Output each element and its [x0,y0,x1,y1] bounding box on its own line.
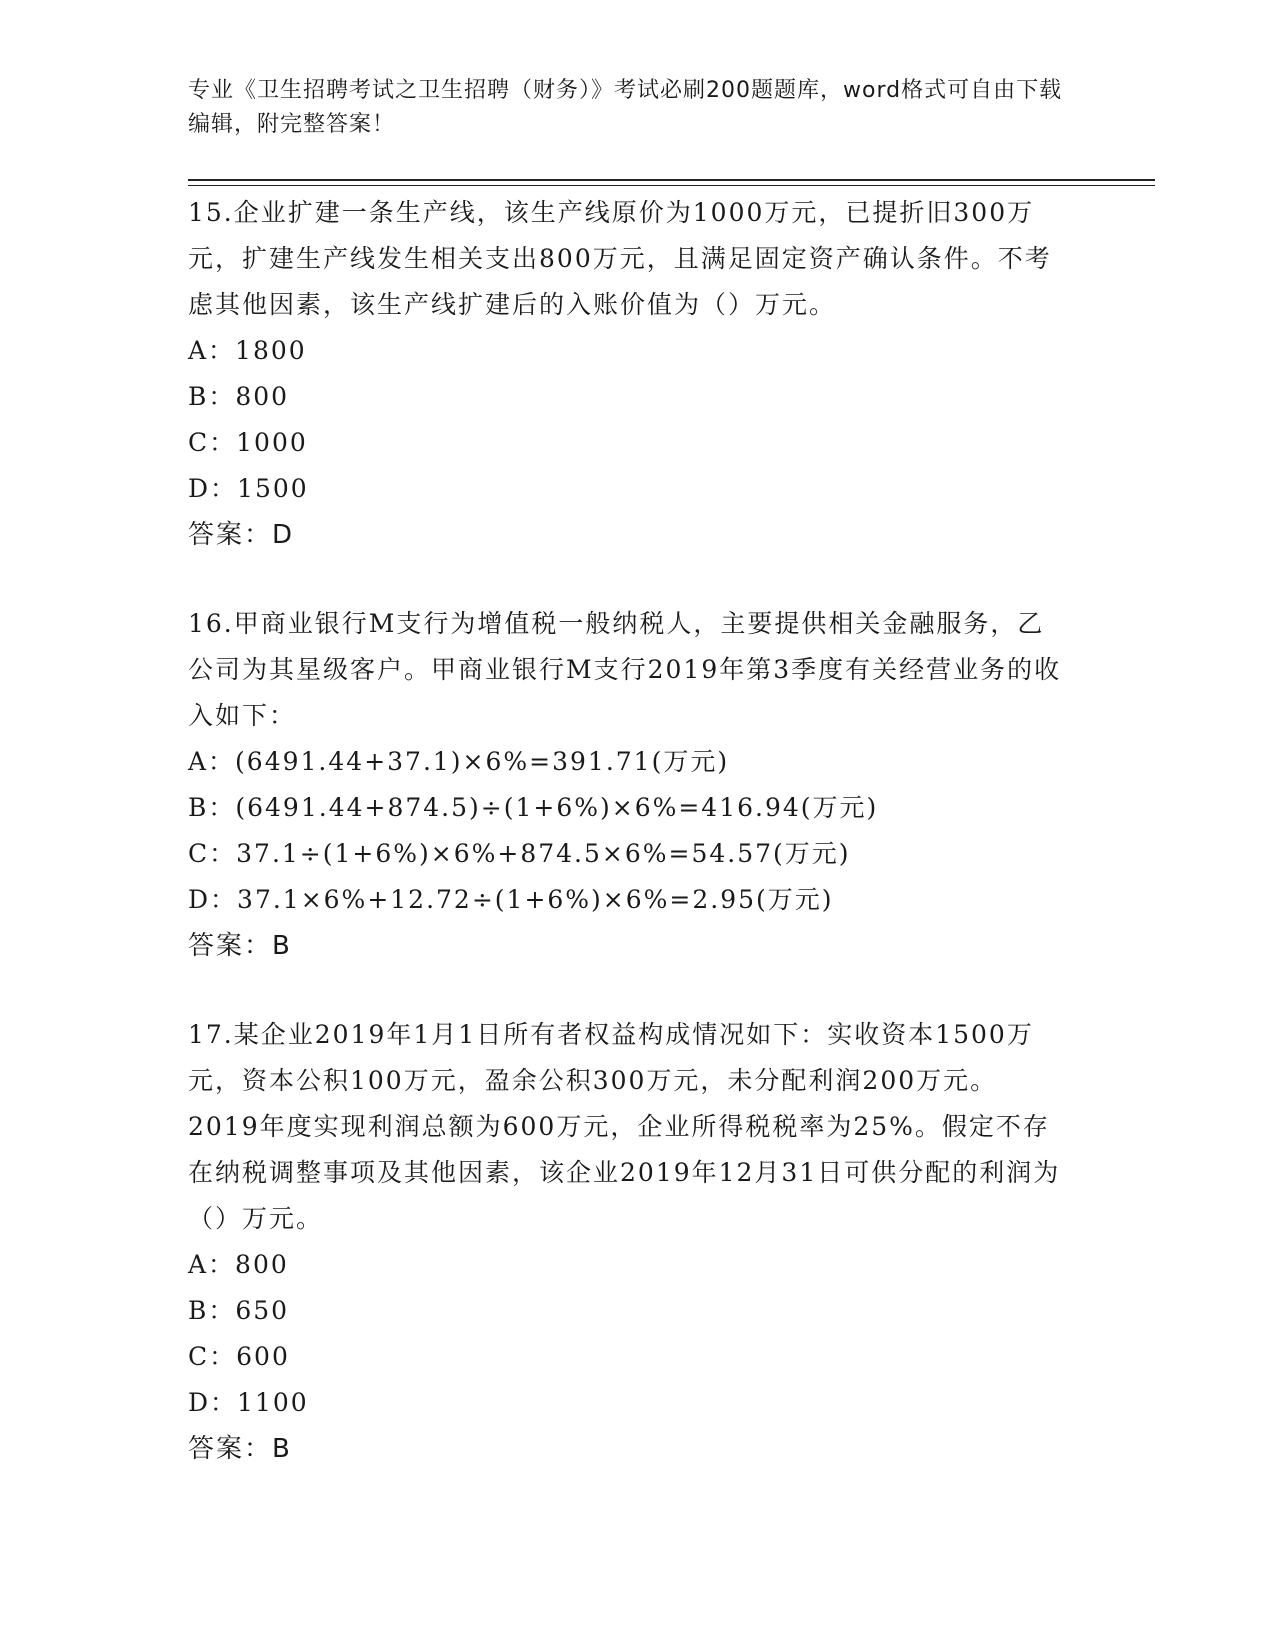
question-16 [188,601,1068,969]
option-c: C：37.1÷(1+6%)×6%+874.5×6%=54.57(万元) [188,839,851,868]
option-b: B：650 [188,1296,290,1325]
answer-line: 答案：B [188,931,292,961]
option-d: D：1100 [188,1388,309,1417]
answer-line: 答案：D [188,520,295,550]
question-stem: 16.甲商业银行M支行为增值税一般纳税人，主要提供相关金融服务，乙公司为其星级客户。甲商业银行M支行2019年第3季度有关经营业务的收入如下： [188,609,1062,730]
answer-line: 答案：B [188,1434,292,1464]
option-c: C：600 [188,1342,290,1371]
option-a: A：800 [188,1250,289,1279]
question-stem: 15.企业扩建一条生产线，该生产线原价为1000万元，已提折旧300万元，扩建生产线发生相关支出800万元，且满足固定资产确认条件。不考虑其他因素，该生产线扩建后的入账价值为（）万元。 [188,198,1052,319]
option-list [188,739,1068,923]
option-b: B：800 [188,382,290,411]
header-divider-thin [188,185,1155,186]
header-divider [188,179,1155,181]
option-c: C：1000 [188,428,308,457]
option-d: D：37.1×6%+12.72÷(1+6%)×6%=2.95(万元) [188,885,834,914]
question-stem: 17.某企业2019年1月1日所有者权益构成情况如下：实收资本1500万元，资本公积100万元，盈余公积300万元，未分配利润200万元。2019年度实现利润总额为600万元，企业所得税税率为25%。假定不存在纳税调整事项及其他因素，该企业2019年12月31日可供分配的利润为（）万元。 [188,1020,1061,1233]
option-b: B：(6491.44+874.5)÷(1+6%)×6%=416.94(万元) [188,793,879,822]
option-a: A：1800 [188,336,307,365]
option-a: A：(6491.44+37.1)×6%=391.71(万元) [188,747,730,776]
question-17 [188,1012,1068,1472]
option-d: D：1500 [188,474,309,503]
question-15 [188,190,1068,558]
document-header: 专业《卫生招聘考试之卫生招聘（财务）》考试必刷200题题库，word格式可自由下载编辑，附完整答案！ [188,78,1063,137]
option-list [188,1242,1068,1426]
option-list [188,328,1068,512]
